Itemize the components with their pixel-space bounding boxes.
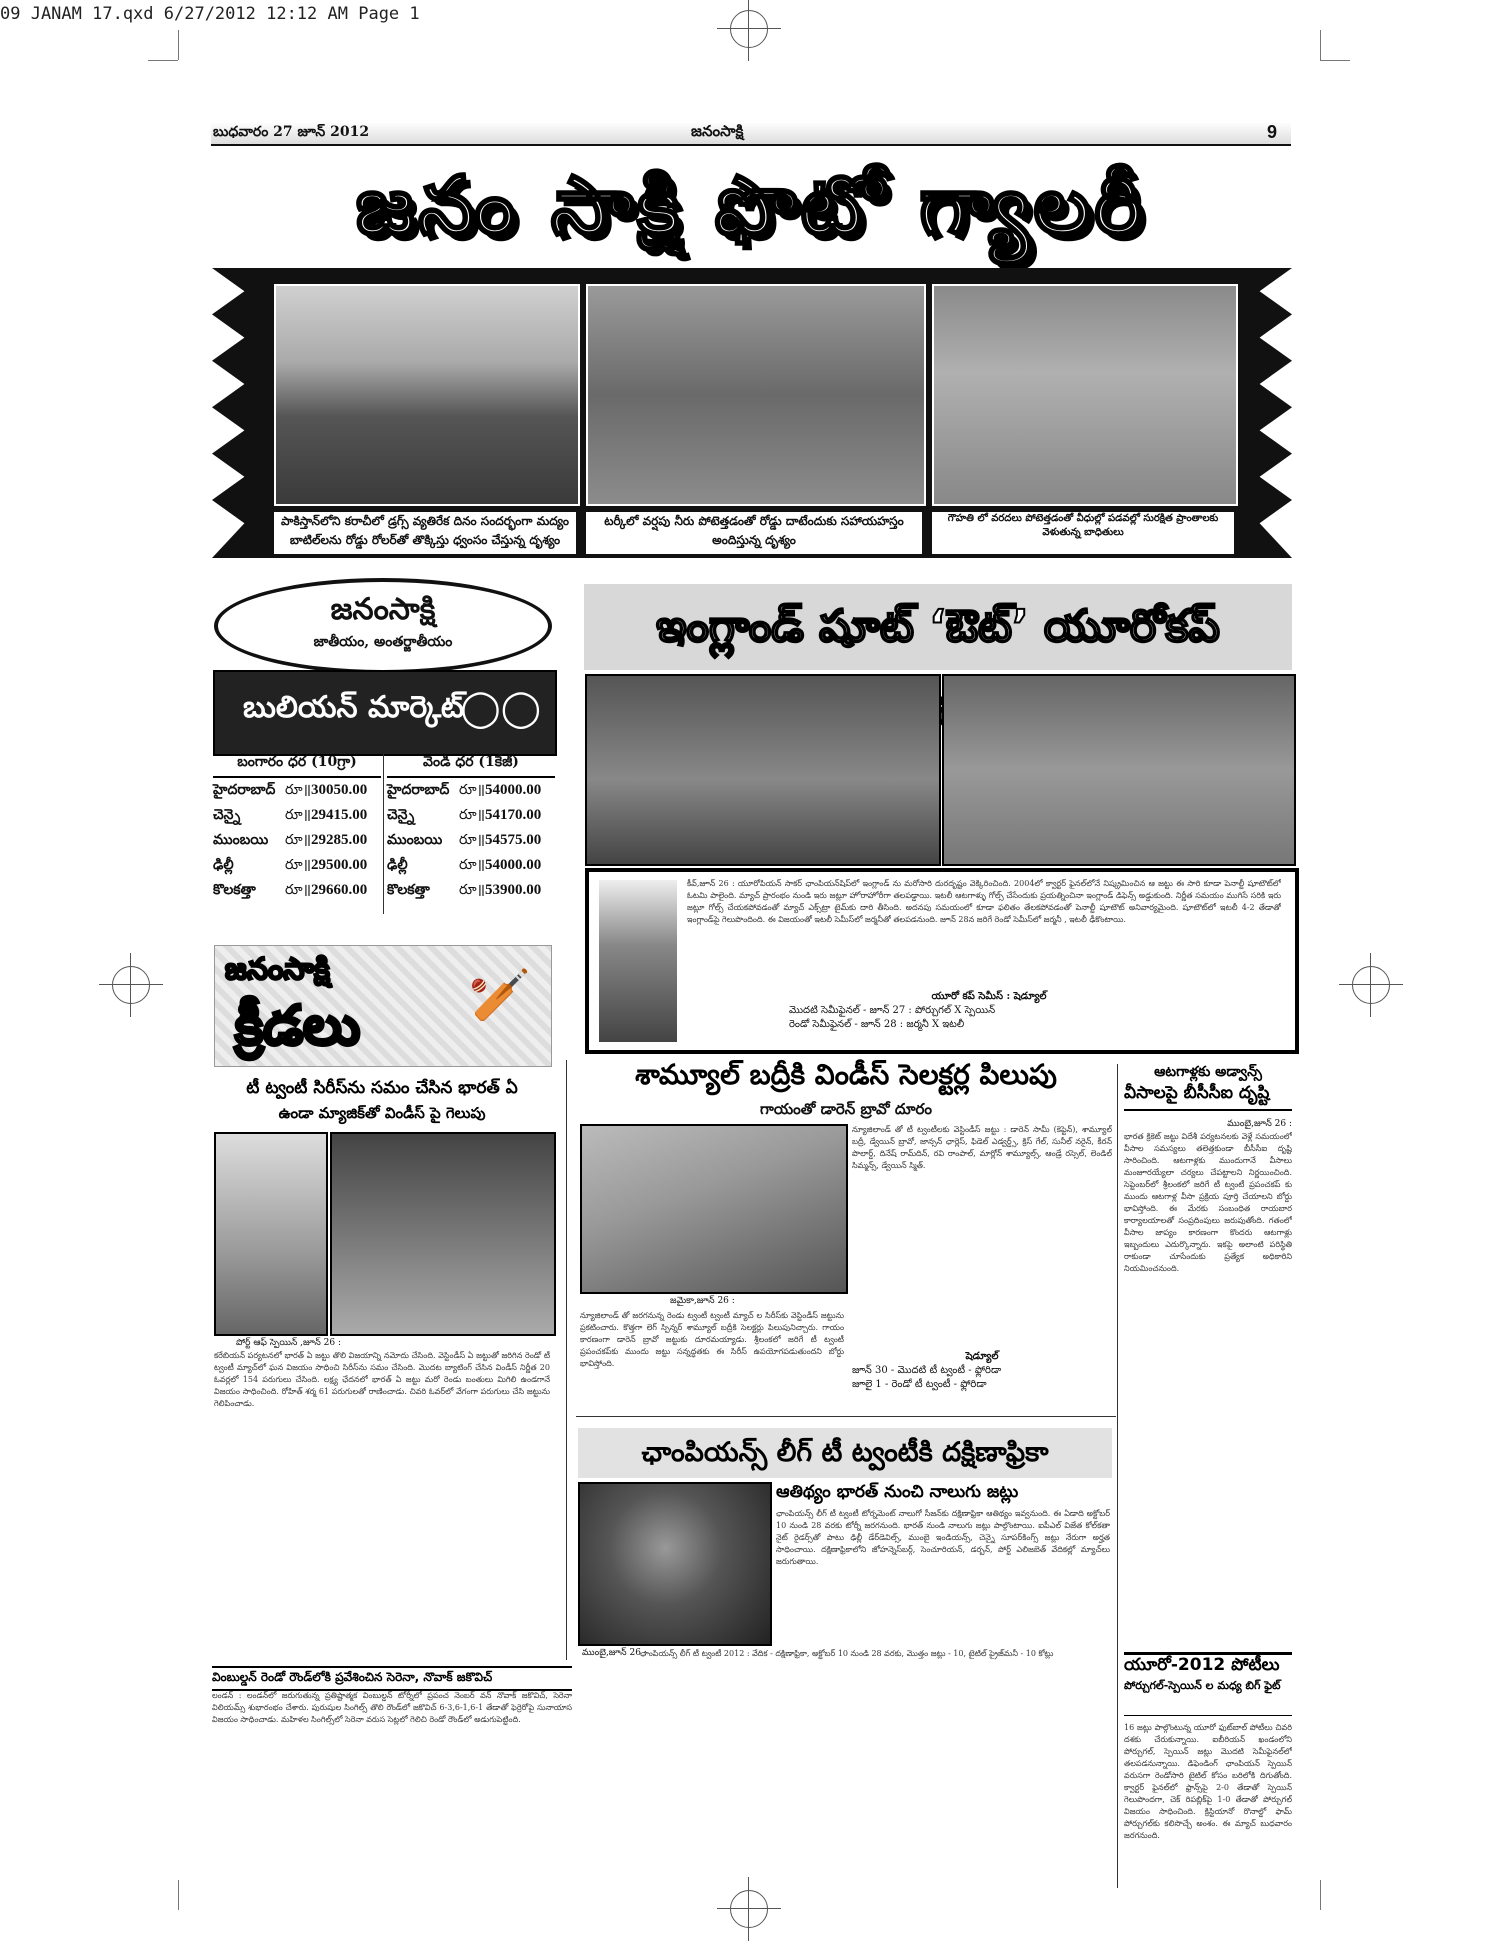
- bcci-kicker: ఆటగాళ్లకు అడ్వాన్స్: [1154, 1064, 1262, 1080]
- sports-section-logo: [214, 945, 552, 1067]
- bcci-body: భారత క్రికెట్ జట్టు విదేశీ పర్యటనలకు వెళ్లే సమయంలో వీసాల సమస్యలు తలెత్తకుండా బీసీసీఐ దృష్టి సారించింది. ఆటగాళ్లకు ముందుగానే వీసాలు మంజూరయ్యేలా చర్యలు చేపట్టాలని నిర్ణయించింది. సెప్టెంబర్‌లో శ్రీలంకలో జరిగే టీ ట్వంటీ ప్రపంచకప్ కు ముందు ఆటగాళ్ల వీసా ప్రక్రియ పూర్తి చేయాలని బోర్డు భావిస్తోంది. ఈ మేరకు సంబంధిత రాయబార కార్యాలయాలతో సంప్రదింపులు జరుపుతోంది. గతంలో వీసాల జాప్యం కారణంగా కొందరు ఆటగాళ్లు ఇబ్బందులు ఎదుర్కొన్నారు. ఇకపై అలాంటి పరిస్థితి రాకుండా చూసేందుకు ప్రత్యేక అధికారిని నియమించనుంది.: [1124, 1132, 1292, 1273]
- crop-mark: [178, 30, 180, 60]
- sports-logo-line1: జనంసాక్షి: [225, 952, 330, 987]
- section-brand-box: [214, 578, 552, 674]
- euro-schedule-body: 16 జట్లు పాల్గొంటున్న యూరో ఫుట్‌బాల్ పోటీలు చివరి దశకు చేరుకున్నాయి. ఐబీరియన్ ఖండంలోని పోర్చుగల్, స్పెయిన్ జట్లు మొదటి సెమీఫైనల్‌లో తలపడనున్నాయి. డిఫెండింగ్ ఛాంపియన్ స్పెయిన్ వరుసగా రెండోసారి టైటిల్ కోసం బరిలోకి దిగుతోంది. క్వార్టర్ ఫైనల్‌లో ఫ్రాన్స్‌పై 2-0 తేడాతో స్పెయిన్ గెలుపొందగా, చెక్ రిపబ్లిక్‌పై 1-0 తేడాతో పోర్చుగల్ విజయం సాధించింది. క్రిస్టియానో రొనాల్డో ఫామ్ పోర్చుగల్‌కు కలిసొచ్చే అంశం. ఈ మ్యాచ్ బుధవారం జరగనుంది.: [1124, 1723, 1292, 1840]
- page-header: [211, 122, 1291, 146]
- silver-rates-column: [387, 754, 555, 903]
- champions-headline: ఛాంపియన్స్ లీగ్ టీ ట్వంటీకి దక్షిణాఫ్రికా: [641, 1437, 1049, 1468]
- euro-player-photo: [597, 878, 679, 1044]
- samuels-headline: శామ్యూల్ బద్రీకి విండీస్ సెలక్టర్ల పిలుపు: [635, 1058, 1057, 1091]
- wimbledon-body: లండన్ : లండన్‌లో జరుగుతున్న ప్రతిష్టాత్మక వింబుల్డన్ టోర్నీలో ప్రపంచ నెంబర్ వన్ నొవాక్ జకొవిచ్, సెరెనా విలియమ్స్ శుభారంభం చేశారు. పురుషుల సింగిల్స్ తొలి రౌండ్‌లో జకొవిచ్ 6-3,6-1,6-1 తేడాతో ఫెర్రెరోపై సునాయాస విజయం సాధించాడు. మహిళల సింగిల్స్‌లో సెరెనా వరుస సెట్లలో గెలిచి రెండో రౌండ్‌లో అడుగుపెట్టింది.: [212, 1691, 572, 1724]
- currency: రూ॥: [459, 807, 486, 823]
- city: ఢిల్లీ: [213, 857, 234, 873]
- crop-mark: [178, 1880, 180, 1910]
- samuels-subhead: గాయంతో డారెన్ బ్రావో దూరం: [760, 1100, 932, 1118]
- samuels-body-continued: న్యూజిలాండ్ తో టీ ట్వంటీలకు వెస్టిండీస్ జట్టు : డారెన్ సామీ (కెప్టెన్), శామ్యూల్ బద్రీ, డ్వేయిన్ బ్రావో, జాన్సన్ ఛార్లెస్, ఫిడెల్ ఎడ్వర్డ్స్, క్రిస్ గేల్, సునీల్ నరైన్, కీరన్ పొలార్డ్, దినేష్ రామ్‌దిన్, రవి రాంపాల్, మార్లోన్ శామ్యూల్స్, ఆండ్రే రస్సెల్, లెండిల్ సిమ్మన్స్, డ్వేయిన్ స్మిత్.: [852, 1125, 1112, 1170]
- currency: రూ॥: [285, 857, 312, 873]
- page-number: 9: [1266, 122, 1277, 142]
- currency: రూ॥: [285, 782, 312, 798]
- india-a-body: కరేబియన్ పర్యటనలో భారత్ ఏ జట్టు తొలి విజయాన్ని నమోదు చేసింది. వెస్టిండీస్ ఏ జట్టుతో జరిగిన రెండో టీ ట్వంటీ మ్యాచ్‌లో ఘన విజయం సాధించి సిరీస్‌ను సమం చేసింది. మొదట బ్యాటింగ్ చేసిన విండీస్ నిర్ణీత 20 ఓవర్లలో 154 పరుగులు చేసింది. లక్ష్య ఛేదనలో భారత్ ఏ జట్టు మరో రెండు బంతులు మిగిలి ఉండగానే విజయం సాధించింది. రోహిత్ శర్మ 61 పరుగులతో రాణించాడు. చివరి ఓవర్‌లో వేగంగా పరుగులు చేసి జట్టును గెలిపించాడు.: [214, 1351, 550, 1408]
- table-row: [387, 778, 555, 803]
- gallery-photo-karachi: [274, 284, 580, 506]
- crop-mark: [1320, 1880, 1322, 1910]
- india-a-headline: టీ ట్వంటీ సిరీస్‌ను సమం చేసిన భారత్ ఏ: [246, 1078, 518, 1098]
- gallery-photo-turkey: [586, 284, 926, 506]
- price: 54170.00: [485, 807, 542, 823]
- euro-fixtures: [789, 990, 1189, 1032]
- champions-dateline: ముంబై,జూన్ 26 :: [582, 1648, 647, 1658]
- price: 54000.00: [485, 782, 542, 798]
- currency: రూ॥: [459, 857, 486, 873]
- registration-mark: [1352, 966, 1390, 1004]
- euro-story-box: [585, 868, 1299, 1054]
- price: 29660.00: [311, 882, 368, 898]
- gallery-caption-text: గౌహతి లో వరదలు పోటెత్తడంతో వీధుల్లో పడవల్లో సురక్షిత ప్రాంతాలకు వెళుతున్న బాధితులు: [947, 513, 1219, 538]
- gallery-caption-text: పాకిస్తాన్‌లోని కరాచీలో డ్రగ్స్ వ్యతిరేక దినం సందర్భంగా మద్యం బాటిల్‌లను రోడ్డు రోలర్‌తో తొక్కిస్తు ధ్వంసం చేస్తున్న దృశ్యం: [281, 514, 569, 547]
- silver-rates-header: వెండి ధర (1కేజీ): [387, 754, 555, 778]
- photo-gallery-masthead: జనం సాక్షి ఫొటో గ్యాలరీ: [356, 159, 1146, 252]
- champions-subhead: ఆతిథ్యం భారత్ నుంచి నాలుగు జట్లు: [776, 1482, 1019, 1502]
- samuels-schedule-title: షెడ్యూల్: [965, 1351, 999, 1362]
- crop-mark: [1320, 60, 1350, 62]
- price: 29415.00: [311, 807, 368, 823]
- euro-schedule-subhead: పోర్చుగల్-స్పెయిన్ ల మధ్య బిగ్ ఫైట్: [1124, 1679, 1281, 1692]
- city: చెన్నై: [387, 807, 415, 823]
- price: 54000.00: [485, 857, 542, 873]
- gallery-caption-3: [932, 512, 1234, 554]
- city: హైదరాబాద్: [387, 782, 450, 798]
- table-row: [387, 828, 555, 853]
- bullion-rates-table: [213, 754, 553, 924]
- samuels-schedule: [852, 1350, 1112, 1392]
- rings-icon: ◯◯: [460, 688, 541, 729]
- gold-rates-header: బంగారం ధర (10గ్రా): [213, 754, 381, 778]
- price: 29285.00: [311, 832, 368, 848]
- samuels-schedule-item: జూలై 1 - రెండో టీ ట్వంటీ - ఫ్లోరిడా: [852, 1379, 987, 1390]
- registration-mark: [112, 966, 150, 1004]
- samuels-dateline: జమైకా,జూన్ 26 :: [670, 1296, 735, 1306]
- table-row: [213, 828, 381, 853]
- currency: రూ॥: [459, 832, 486, 848]
- city: ముంబయి: [387, 832, 443, 848]
- samuels-body: న్యూజిలాండ్ తో జరగనున్న రెండు ట్వంటీ ట్వంటీ మ్యాచ్ ల సిరీస్‌కు వెస్టిండీస్ జట్టును ప్రకటించారు. కొత్తగా లెగ్ స్పిన్నర్ శామ్యూల్ బద్రీకి సెలక్టర్లు పిలుపునిచ్చారు. గాయం కారణంగా డారెన్ బ్రావో జట్టుకు దూరమయ్యాడు. శ్రీలంకలో జరిగే టీ ట్వంటీ ప్రపంచకప్‌కు ముందు జట్టు సన్నద్ధతకు ఈ సిరీస్ ఉపయోగపడుతుందని బోర్డు భావిస్తోంది.: [580, 1311, 844, 1368]
- currency: రూ॥: [459, 782, 486, 798]
- samuels-schedule-item: జూన్ 30 - మొదటి టీ ట్వంటీ - ఫ్లోరిడా: [852, 1365, 1002, 1376]
- table-row: [387, 803, 555, 828]
- price: 29500.00: [311, 857, 368, 873]
- euro-photo-save: [942, 674, 1296, 866]
- samuels-photo: [580, 1124, 848, 1294]
- price: 30050.00: [311, 782, 368, 798]
- euro-story-body: కీవ్,జూన్ 26 : యూరోపియన్ సాకర్ ఛాంపియన్‌షిప్‌లో ఇంగ్లాండ్ ను మరోసారి దురదృష్టం వెక్కిరించింది. 2004లో క్వార్టర్ ఫైనల్‌లోనే నిష్క్రమించిన ఆ జట్టు ఈ సారి కూడా పెనాల్టీ షూటౌట్‌లో ఓటమి పాలైంది. మ్యాచ్ ప్రారంభం నుండి ఇరు జట్లూ హోరాహోరీగా తలపడ్డాయి. ఇటలీ ఆటగాళ్ళు గోల్స్ చేసేందుకు ప్రయత్నించినా ఇంగ్లాండ్ డిఫెన్స్ అడ్డుకుంది. నిర్ణీత సమయం ముగిసే సరికి ఇరు జట్లూ గోల్స్ చేయకపోవడంతో మ్యాచ్ ఎక్స్‌ట్రా టైమ్‌కు దారి తీసింది. అదనపు సమయంలో కూడా ఫలితం తేలకపోవడంతో పెనాల్టీ షూటౌట్ అనివార్యమైంది. షూటౌట్‌లో ఇటలీ 4-2 తేడాతో ఇంగ్లాండ్‌పై గెలుపొందింది. ఈ విజయంతో ఇటలీ సెమీస్‌లో జర్మనీతో తలపడనుంది. జూన్ 28న జరిగే రెండో సెమీస్‌లో జర్మనీ , ఇటలీ ఢీకొంటాయి.: [687, 879, 1281, 924]
- registration-mark: [730, 1890, 768, 1928]
- india-a-dateline: పోర్ట్ ఆఫ్ స్పెయిన్ ,జూన్ 26 :: [236, 1338, 342, 1348]
- table-row: [387, 853, 555, 878]
- city: ముంబయి: [213, 832, 269, 848]
- currency: రూ॥: [285, 882, 312, 898]
- euro-schedule-box: [1124, 1652, 1292, 1716]
- bullion-market-banner: [213, 670, 557, 756]
- champions-body: ఛాంపియన్స్ లీగ్ టీ ట్వంటీ టోర్నమెంట్ నాలుగో సీజన్‌కు దక్షిణాఫ్రికా ఆతిథ్యం ఇవ్వనుంది. ఈ ఏడాది అక్టోబర్ 10 నుండి 28 వరకు టోర్నీ జరగనుంది. భారత్ నుండి నాలుగు జట్లు పాల్గొంటాయి. ఐపీఎల్ విజేత కోల్‌కతా నైట్ రైడర్స్‌తో పాటు ఢిల్లీ డేర్‌డెవిల్స్, ముంబై ఇండియన్స్, చెన్నై సూపర్‌కింగ్స్ జట్లు నేరుగా అర్హత సాధించాయి. దక్షిణాఫ్రికాలోని జోహన్నెస్‌బర్గ్, సెంచూరియన్, డర్బన్, పోర్ట్ ఎలిజబెత్ వేదికల్లో మ్యాచ్‌లు జరుగుతాయి.: [776, 1509, 1110, 1566]
- euro-story-headline: ఇంగ్లాండ్ షూట్ ‘ఔట్’ యూరోకప్: [584, 584, 1292, 670]
- table-row: [213, 853, 381, 878]
- euro-fixtures-title: యూరో కప్ సెమీస్ : షెడ్యూల్: [931, 991, 1047, 1002]
- sports-logo-line2: క్రీడలు: [235, 994, 361, 1057]
- gallery-photo-guwahati: [932, 284, 1238, 506]
- table-row: [213, 778, 381, 803]
- bcci-story: [1124, 1064, 1292, 1634]
- india-a-subhead: ఉండా మ్యాజిక్‌తో విండీస్ పై గెలుపు: [278, 1104, 486, 1122]
- section-brand-subtitle: జాతీయం, అంతర్జాతీయం: [313, 634, 453, 650]
- table-row: [213, 878, 381, 903]
- currency: రూ॥: [285, 807, 312, 823]
- table-row: [213, 803, 381, 828]
- price: 54575.00: [485, 832, 542, 848]
- column-divider: [383, 754, 384, 914]
- header-brand: జనంసాక్షి: [691, 122, 744, 140]
- price: 53900.00: [485, 882, 542, 898]
- city: హైదరాబాద్: [213, 782, 276, 798]
- table-row: [387, 878, 555, 903]
- gallery-caption-1: [274, 512, 576, 554]
- column-divider: [566, 1060, 567, 1660]
- currency: రూ॥: [459, 882, 486, 898]
- registration-mark: [730, 10, 768, 48]
- section-divider: [576, 1416, 1116, 1417]
- bcci-headline: వీసాలపై బీసీసీఐ దృష్టి: [1124, 1083, 1292, 1111]
- champions-schedule: ఛాంపియన్స్ లీగ్ టీ ట్వంటీ 2012 : వేదిక - దక్షిణాఫ్రికా, అక్టోబర్ 10 నుండి 28 వరకు, మొత్తం జట్లు - 10, టైటిల్ ప్రైజ్‌మనీ - 10 కోట్లు: [640, 1649, 1054, 1658]
- currency: రూ॥: [285, 832, 312, 848]
- column-divider: [1117, 1064, 1118, 1888]
- gold-rates-column: [213, 754, 381, 903]
- euro-photo-celebration: [585, 674, 941, 866]
- euro-fixture: రెండో సెమీఫైనల్ - జూన్ 28 : జర్మనీ X ఇటలీ: [789, 1019, 965, 1030]
- gallery-caption-text: టర్కీలో వర్షపు నీరు పోటెత్తడంతో రోడ్డు దాటేందుకు సహాయహస్తం అందిస్తున్న దృశ్యం: [604, 514, 904, 547]
- city: చెన్నై: [213, 807, 241, 823]
- city: కొలకత్తా: [213, 882, 256, 898]
- india-a-photo-batsman: [330, 1132, 556, 1336]
- bcci-dateline: ముంబై,జూన్ 26 :: [1227, 1119, 1292, 1129]
- cricket-bat-icon: 🏏: [468, 966, 531, 1024]
- crop-mark: [1320, 30, 1322, 60]
- section-brand-title: జనంసాక్షి: [330, 592, 436, 627]
- print-slug: 09 JANAM 17.qxd 6/27/2012 12:12 AM Page 1: [0, 4, 420, 24]
- wimbledon-headline: వింబుల్డన్ రెండో రౌండ్‌లోకి ప్రవేశించిన సెరెనా, నొవాక్ జకొవిచ్: [212, 1666, 572, 1691]
- crop-mark: [148, 60, 178, 62]
- city: కొలకత్తా: [387, 882, 430, 898]
- euro-schedule-headline: యూరో-2012 పోటీలు: [1124, 1655, 1280, 1675]
- gallery-caption-2: [586, 512, 922, 554]
- bullion-title: బులియన్ మార్కెట్: [243, 690, 465, 725]
- issue-date: బుధవారం 27 జూన్ 2012: [213, 124, 370, 140]
- champions-photo: [578, 1482, 772, 1646]
- india-a-photo-bowler: [214, 1132, 328, 1336]
- champions-headline-box: [578, 1428, 1112, 1478]
- city: ఢిల్లీ: [387, 857, 408, 873]
- euro-fixture: మొదటి సెమీఫైనల్ - జూన్ 27 : పోర్చుగల్ X స్పెయిన్: [789, 1005, 996, 1016]
